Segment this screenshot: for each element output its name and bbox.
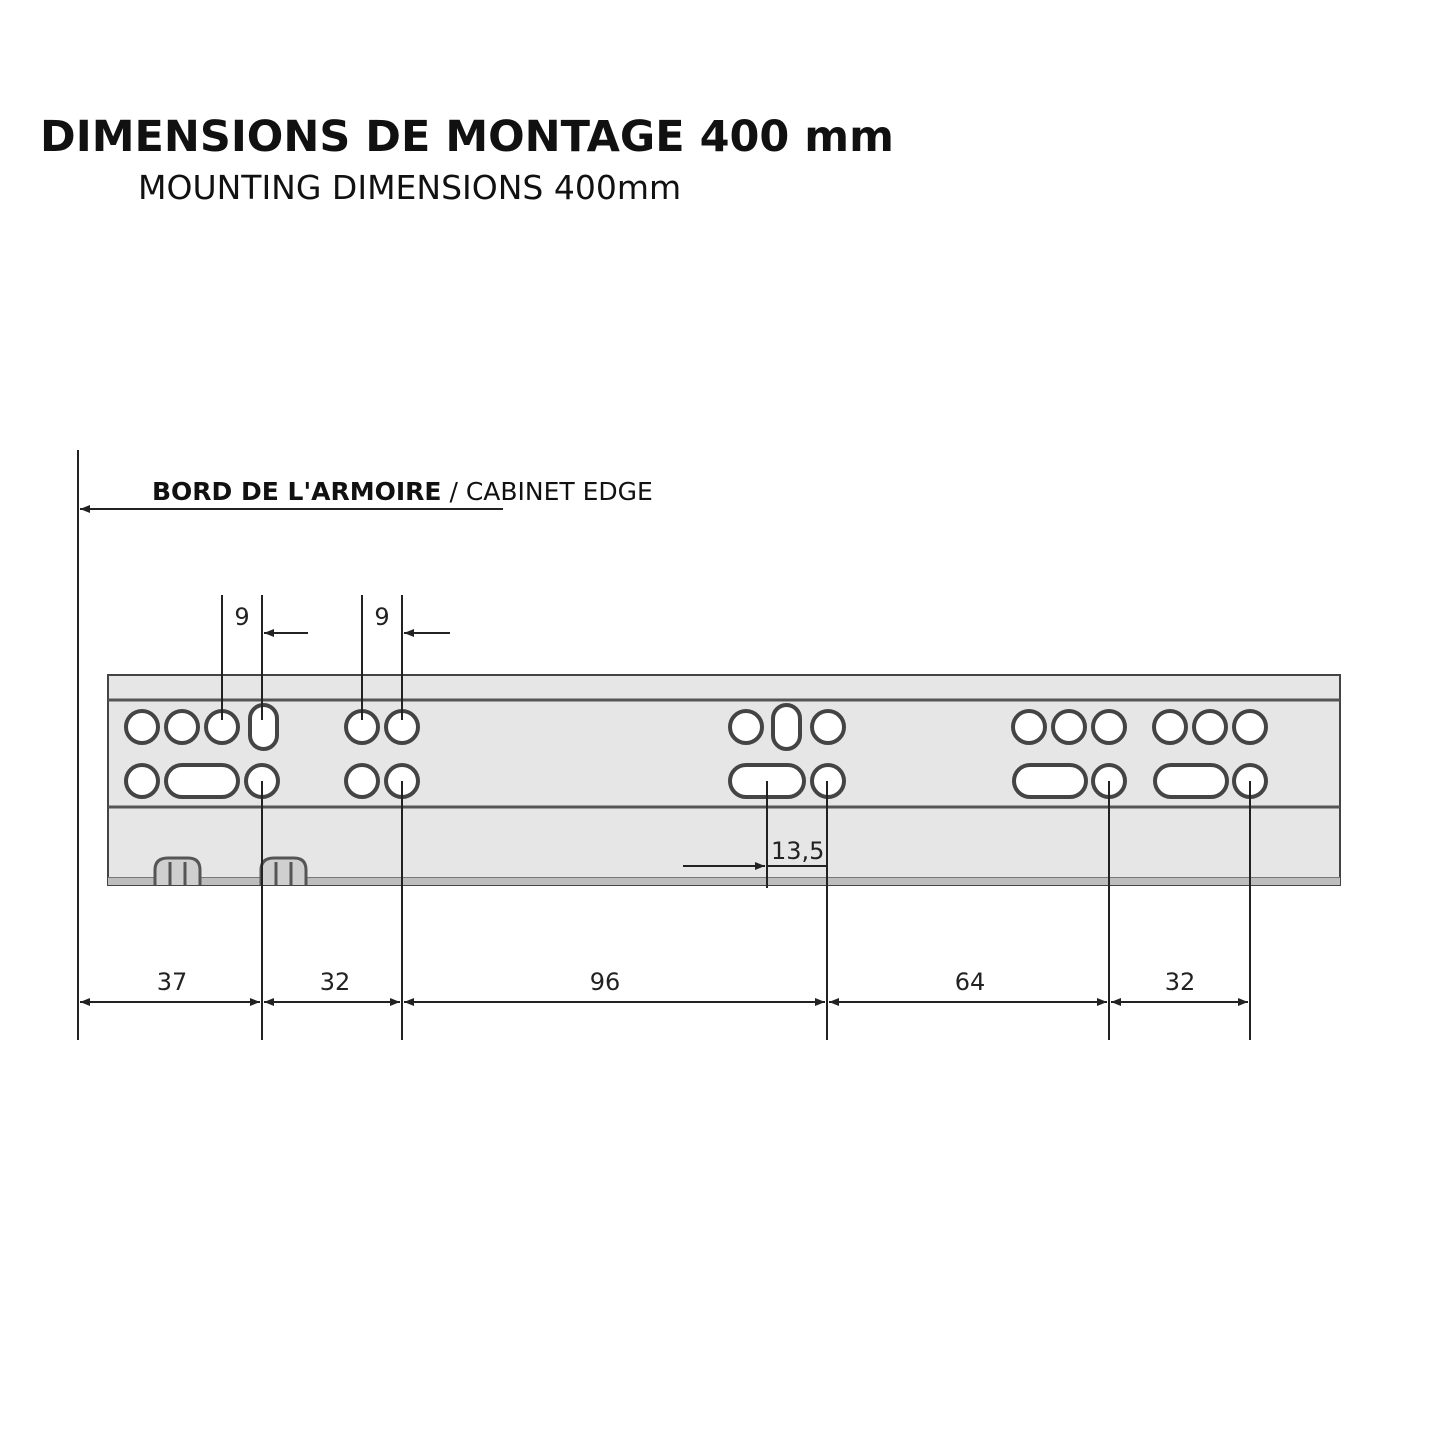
cabinet-edge-label-normal: CABINET EDGE — [465, 477, 653, 506]
dimension-label-32-first: 32 — [319, 968, 351, 996]
hole — [346, 765, 378, 797]
cabinet-edge-label-separator: / — [441, 477, 466, 506]
hole — [1154, 711, 1186, 743]
dimension-label-32-second: 32 — [1164, 968, 1196, 996]
dimension-label-9-left: 9 — [234, 603, 250, 631]
dimension-label-64: 64 — [954, 968, 986, 996]
hole — [730, 711, 762, 743]
hole — [1194, 711, 1226, 743]
cabinet-edge-label-bold: BORD DE L'ARMOIRE — [152, 477, 442, 506]
rail-clip — [155, 858, 200, 885]
hole — [1234, 711, 1266, 743]
hole — [166, 711, 198, 743]
hole — [1093, 711, 1125, 743]
vertical-slot — [773, 705, 800, 749]
horizontal-slot — [1155, 765, 1227, 797]
dimension-label-13-5: 13,5 — [771, 837, 825, 865]
title-primary: DIMENSIONS DE MONTAGE 400 mm — [40, 112, 894, 162]
title-secondary: MOUNTING DIMENSIONS 400mm — [138, 168, 682, 207]
hole — [126, 765, 158, 797]
dimension-label-96: 96 — [589, 968, 621, 996]
dimension-label-9-right: 9 — [374, 603, 390, 631]
hole — [1013, 711, 1045, 743]
cabinet-edge-label — [152, 477, 653, 506]
horizontal-slot — [1014, 765, 1086, 797]
hole — [1053, 711, 1085, 743]
dimension-label-37: 37 — [156, 968, 188, 996]
horizontal-slot — [166, 765, 238, 797]
hole — [812, 711, 844, 743]
rail-clip — [261, 858, 306, 885]
vertical-slot — [250, 705, 277, 749]
hole — [126, 711, 158, 743]
